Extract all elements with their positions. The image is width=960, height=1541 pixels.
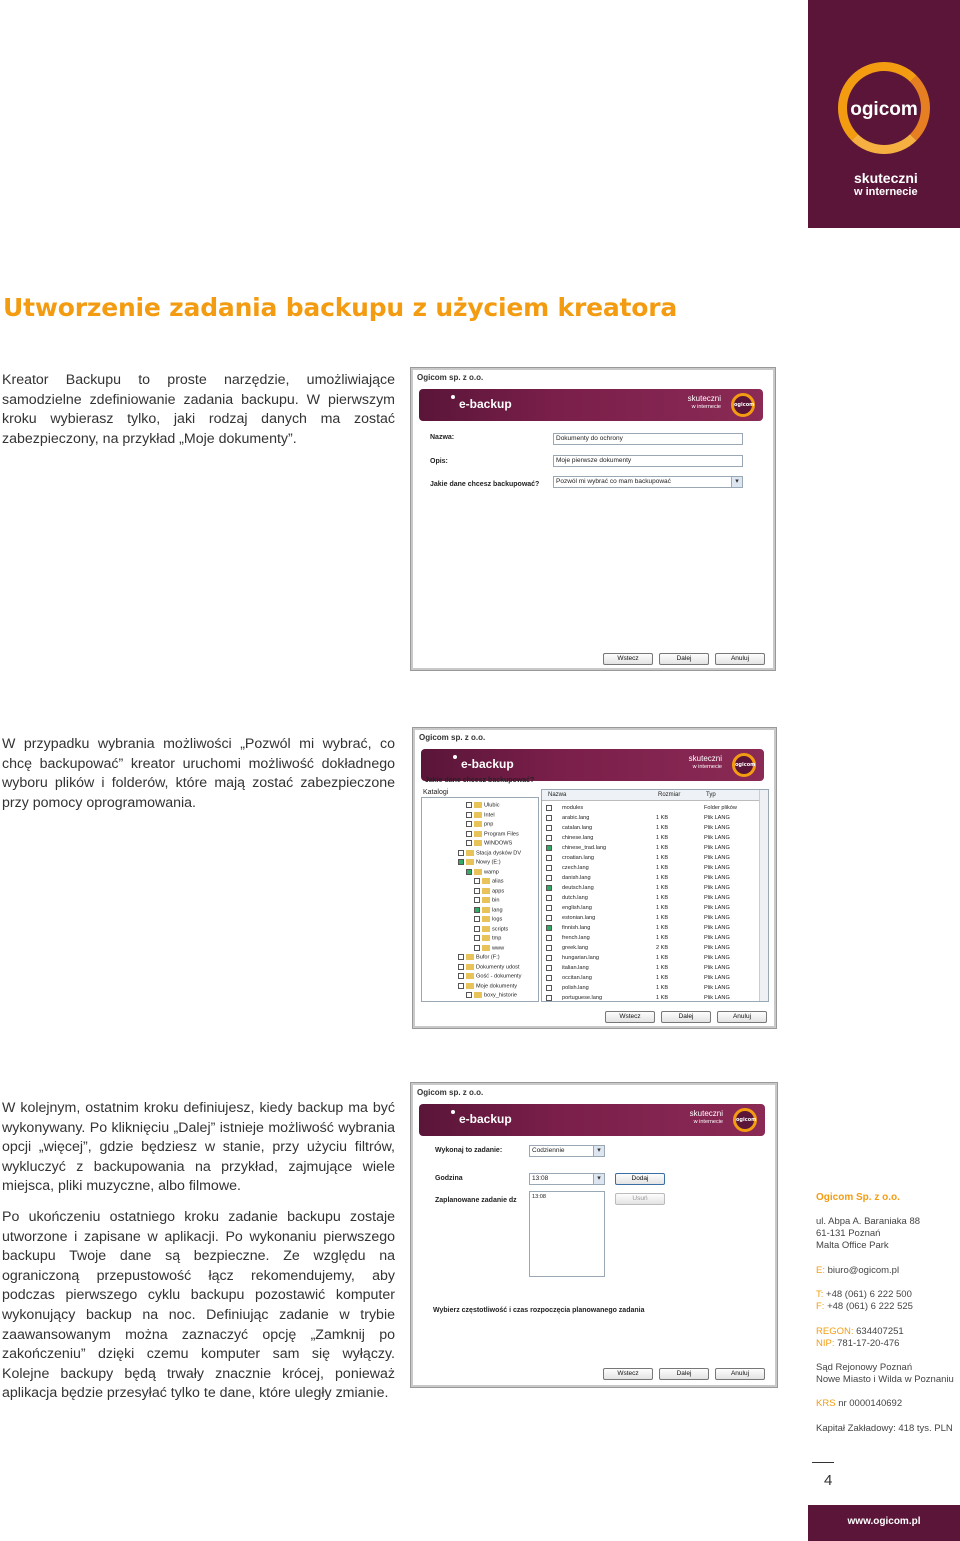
paragraph-schedule: W kolejnym, ostatnim kroku definiujesz, kiedy backup ma być wykonywany. Po kliknięciu „Dalej” istnieje możliwość wybrania opcji „więcej”, gdzie będziesz w stanie, przy użyciu filtrów, wykluczyć z backupowania na przykład, zajmujące wiele miejsca, pliki muzyczne, albo filmowe. <box>2 1100 395 1195</box>
banner-logo-text: ogicom <box>736 1117 757 1123</box>
column-size[interactable]: Rozmiar <box>658 792 681 798</box>
what-data-select[interactable]: Pozwól mi wybrać co mam backupować ▾ <box>553 476 743 488</box>
file-name: italian.lang <box>562 965 589 971</box>
file-checkbox[interactable] <box>546 945 552 951</box>
file-name: estonian.lang <box>562 915 596 921</box>
nip-value: 781-17-20-476 <box>837 1338 900 1350</box>
tree-item[interactable] <box>466 869 499 875</box>
file-size: 2 KB <box>656 945 669 951</box>
file-checkbox[interactable] <box>546 955 552 961</box>
product-title: e-backup <box>459 1112 512 1126</box>
tree-item-label: Program Files <box>484 830 519 837</box>
file-size: 1 KB <box>656 975 669 981</box>
page-number-rule <box>812 1462 834 1463</box>
tree-item[interactable] <box>474 888 504 894</box>
time-label: Godzina <box>435 1175 463 1182</box>
file-type: Plik LANG <box>704 865 730 871</box>
tree-checkbox[interactable] <box>474 907 480 913</box>
tree-item-label: tmp <box>492 935 502 942</box>
folder-icon <box>474 992 482 998</box>
regon-label: REGON: <box>816 1326 854 1337</box>
email-value[interactable]: biuro@ogicom.pl <box>827 1265 900 1276</box>
contact-capital: Kapitał Zakładowy: 418 tys. PLN <box>816 1423 953 1434</box>
file-name: arabic.lang <box>562 815 590 821</box>
file-checkbox[interactable] <box>546 845 552 851</box>
file-type: Plik LANG <box>704 895 730 901</box>
file-size: 1 KB <box>656 915 669 921</box>
file-type: Plik LANG <box>704 955 730 961</box>
tree-item[interactable] <box>474 878 504 884</box>
file-row[interactable] <box>544 873 756 883</box>
logo-tagline-1: skuteczni <box>854 170 918 186</box>
banner-logo-icon <box>732 753 756 777</box>
page-heading: Utworzenie zadania backupu z użyciem kreatora <box>3 293 678 322</box>
screenshot-step-1 <box>411 368 775 670</box>
back-button[interactable]: Wstecz <box>603 1368 653 1380</box>
tree-item-label: Stacja dysków DV <box>476 849 522 856</box>
column-name[interactable]: Nazwa <box>548 792 567 798</box>
file-type: Plik LANG <box>704 815 730 821</box>
file-checkbox[interactable] <box>546 925 552 931</box>
logo-tagline-2: w internecie <box>854 186 918 198</box>
footer-url[interactable]: www.ogicom.pl <box>847 1516 921 1527</box>
banner-dot-icon <box>451 395 455 399</box>
file-size: 1 KB <box>656 885 669 891</box>
screenshot-step-2 <box>413 728 776 1028</box>
tree-item-label: WINDOWS <box>484 840 513 847</box>
tree-checkbox[interactable] <box>466 869 472 875</box>
file-list-header <box>542 790 768 801</box>
tree-item-label: Moje dokumenty <box>476 982 518 989</box>
tree-checkbox[interactable] <box>474 878 480 884</box>
file-type: Plik LANG <box>704 835 730 841</box>
paragraph-select-files: W przypadku wybrania możliwości „Pozwól mi wybrać, co chcę backupować” kreator uruchomi możliwość dokładnego wyboru plików i folderów, które mają zostać zabezpieczone przy pomocy oprogramowania. <box>2 736 395 811</box>
tree-checkbox[interactable] <box>458 859 464 865</box>
next-button[interactable]: Dalej <box>661 1011 711 1023</box>
folder-icon <box>482 945 490 951</box>
tree-item-label: Bufor (F:) <box>476 954 500 961</box>
tree-item[interactable] <box>474 897 499 903</box>
fax-value: +48 (061) 6 222 525 <box>827 1301 913 1313</box>
banner-logo-text: ogicom <box>735 762 756 768</box>
what-data-label: Jakie dane chcesz backupować? <box>430 481 540 488</box>
tree-item-label: Intel <box>484 811 495 818</box>
tree-item[interactable] <box>466 821 493 827</box>
tree-item[interactable] <box>466 802 500 808</box>
window-title: Ogicom sp. z o.o. <box>417 373 484 382</box>
paragraph-finish: Po ukończeniu ostatniego kroku zadanie backupu zostaje utworzone i zapisane w aplikacji. Po wykonaniu pierwszego backupu Twoje dane są bezpieczne. Ze względu na ograniczoną przepustowość łącz rekomendujemy, aby podczas pierwszego cyklu backupu pozostawić komputer wykonujący backup na noc. Definiując zadanie w trybie zaawansowanym można zaznaczyć opcję „Zamknij po zakończeniu” dzięki czemu komputer sam się wyłączy. Kolejne backupy będą trwały znacznie krócej, ponieważ aplikacja będzie przesyłać tylko te dane, które uległy zmianie. <box>2 1209 395 1402</box>
tree-item[interactable] <box>458 859 501 865</box>
file-size: 1 KB <box>656 985 669 991</box>
back-button[interactable]: Wstecz <box>603 653 653 665</box>
file-row[interactable] <box>544 933 756 943</box>
fax-label: F: <box>816 1301 825 1313</box>
banner-logo-icon <box>731 393 755 417</box>
cancel-button[interactable]: Anuluj <box>715 653 765 665</box>
file-checkbox[interactable] <box>546 935 552 941</box>
tree-checkbox[interactable] <box>474 935 480 941</box>
court-line-1: Sąd Rejonowy Poznań <box>816 1362 913 1373</box>
krs-label: KRS <box>816 1398 836 1409</box>
folder-icon <box>482 935 490 941</box>
folder-icon <box>474 869 482 875</box>
nip-label: NIP: <box>816 1338 835 1350</box>
tree-item[interactable] <box>474 907 503 913</box>
screenshot-step-3 <box>411 1083 777 1387</box>
tree-checkbox[interactable] <box>474 897 480 903</box>
file-name: occitan.lang <box>562 975 592 981</box>
file-name: french.lang <box>562 935 590 941</box>
next-button[interactable]: Dalej <box>659 1368 709 1380</box>
tree-item-label: logs <box>492 916 503 923</box>
contact-email <box>816 1265 899 1277</box>
file-row[interactable] <box>544 803 756 813</box>
file-checkbox[interactable] <box>546 835 552 841</box>
file-checkbox[interactable] <box>546 905 552 911</box>
contact-court <box>816 1362 954 1386</box>
file-type: Folder plików <box>704 805 737 811</box>
contact-krs <box>816 1398 902 1410</box>
file-type: Plik LANG <box>704 965 730 971</box>
folder-icon <box>482 878 490 884</box>
file-checkbox[interactable] <box>546 895 552 901</box>
address-line-2: 61-131 Poznań <box>816 1228 881 1240</box>
tree-checkbox[interactable] <box>474 945 480 951</box>
tree-item-label: Ulubic <box>484 802 500 809</box>
contact-company: Ogicom Sp. z o.o. <box>816 1192 900 1203</box>
frequency-select[interactable]: Codziennie ▾ <box>529 1145 605 1157</box>
file-checkbox[interactable] <box>546 965 552 971</box>
file-checkbox[interactable] <box>546 815 552 821</box>
tree-item-label: alias <box>492 878 504 885</box>
tree-item[interactable] <box>458 983 517 989</box>
file-checkbox[interactable] <box>546 885 552 891</box>
cancel-button[interactable]: Anuluj <box>717 1011 767 1023</box>
logo-wordmark: ogicom <box>850 99 918 120</box>
folder-icon <box>474 840 482 846</box>
tree-item-label: www <box>492 944 505 951</box>
file-checkbox[interactable] <box>546 985 552 991</box>
file-row[interactable] <box>544 863 756 873</box>
description-label: Opis: <box>430 458 448 465</box>
file-name: chinese_trad.lang <box>562 845 607 851</box>
address-line-1: ul. Abpa A. Baraniaka 88 <box>816 1216 921 1227</box>
ogicom-logo-block <box>808 0 960 228</box>
folder-icon <box>474 812 482 818</box>
catalogs-label: Katalogi <box>423 789 449 796</box>
file-size: 1 KB <box>656 845 669 851</box>
tree-checkbox[interactable] <box>466 840 472 846</box>
banner-dot-icon <box>453 755 457 759</box>
file-row[interactable] <box>544 893 756 903</box>
file-row[interactable] <box>544 993 756 1002</box>
description-field[interactable]: Moje pierwsze dokumenty <box>553 455 743 467</box>
tree-item-label: wamp <box>484 868 499 875</box>
file-type: Plik LANG <box>704 915 730 921</box>
tree-item[interactable] <box>458 954 500 960</box>
banner-tagline-1: skuteczni <box>687 394 721 403</box>
tree-checkbox[interactable] <box>474 888 480 894</box>
file-checkbox[interactable] <box>546 855 552 861</box>
file-type: Plik LANG <box>704 995 730 1001</box>
file-size: 1 KB <box>656 935 669 941</box>
folder-icon <box>482 907 490 913</box>
file-type: Plik LANG <box>704 825 730 831</box>
file-type: Plik LANG <box>704 845 730 851</box>
file-size: 1 KB <box>656 895 669 901</box>
tree-item[interactable] <box>458 850 521 856</box>
tree-checkbox[interactable] <box>474 926 480 932</box>
file-type: Plik LANG <box>704 985 730 991</box>
tree-checkbox[interactable] <box>466 802 472 808</box>
window-title: Ogicom sp. z o.o. <box>417 1088 484 1097</box>
file-size: 1 KB <box>656 905 669 911</box>
tree-item-label: boxy_historie <box>484 992 517 999</box>
tree-checkbox[interactable] <box>474 916 480 922</box>
folder-tree[interactable] <box>421 797 539 1002</box>
file-checkbox[interactable] <box>546 805 552 811</box>
file-checkbox[interactable] <box>546 875 552 881</box>
file-size: 1 KB <box>656 875 669 881</box>
tree-item[interactable] <box>474 945 504 951</box>
file-name: dutch.lang <box>562 895 588 901</box>
file-name: croatian.lang <box>562 855 595 861</box>
file-row[interactable] <box>544 853 756 863</box>
file-row[interactable] <box>544 833 756 843</box>
banner-logo-icon <box>733 1108 757 1132</box>
file-name: portuguese.lang <box>562 995 603 1001</box>
frequency-hint-label: Wybierz częstotliwość i czas rozpoczęcia planowanego zadania <box>433 1307 645 1314</box>
tree-checkbox[interactable] <box>466 821 472 827</box>
file-type: Plik LANG <box>704 855 730 861</box>
file-row[interactable] <box>544 983 756 993</box>
folder-icon <box>482 926 490 932</box>
time-select[interactable]: 13:08 ▾ <box>529 1173 605 1185</box>
tree-checkbox[interactable] <box>466 831 472 837</box>
file-row[interactable] <box>544 973 756 983</box>
file-name: catalan.lang <box>562 825 593 831</box>
file-type: Plik LANG <box>704 875 730 881</box>
tree-checkbox[interactable] <box>458 964 464 970</box>
column-type[interactable]: Typ <box>706 792 716 798</box>
tree-item[interactable] <box>474 916 502 922</box>
planned-list[interactable] <box>529 1191 605 1277</box>
file-type: Plik LANG <box>704 975 730 981</box>
banner-tagline-1: skuteczni <box>689 1109 723 1118</box>
file-row[interactable] <box>544 963 756 973</box>
folder-icon <box>482 897 490 903</box>
tree-item[interactable] <box>466 840 512 846</box>
tel-value: +48 (061) 6 222 500 <box>826 1289 912 1300</box>
tree-item-label: apps <box>492 887 505 894</box>
next-button[interactable]: Dalej <box>659 653 709 665</box>
file-row[interactable] <box>544 823 756 833</box>
folder-icon <box>482 916 490 922</box>
file-size: 1 KB <box>656 965 669 971</box>
file-type: Plik LANG <box>704 935 730 941</box>
tree-checkbox[interactable] <box>458 983 464 989</box>
file-row[interactable] <box>544 923 756 933</box>
footer-bar <box>808 1505 960 1541</box>
file-name: danish.lang <box>562 875 591 881</box>
planned-item[interactable]: 13:08 <box>532 1194 546 1200</box>
tree-item[interactable] <box>474 935 501 941</box>
tree-item[interactable] <box>458 964 520 970</box>
file-name: english.lang <box>562 905 592 911</box>
name-label: Nazwa: <box>430 434 455 441</box>
cancel-button[interactable]: Anuluj <box>715 1368 765 1380</box>
back-button[interactable]: Wstecz <box>605 1011 655 1023</box>
file-type: Plik LANG <box>704 885 730 891</box>
tree-checkbox[interactable] <box>466 812 472 818</box>
banner-tagline-2: w internecie <box>693 1119 723 1125</box>
folder-icon <box>474 831 482 837</box>
court-line-2: Nowe Miasto i Wilda w Poznaniu <box>816 1374 954 1386</box>
paragraph-intro: Kreator Backupu to proste narzędzie, umożliwiające samodzielne zdefiniowanie zadania backupu. W pierwszym kroku wybierasz tylko, jaki rodzaj danych ma zostać zabezpieczony, na przykład „Moje dokumenty”. <box>2 372 395 447</box>
file-name: chinese.lang <box>562 835 594 841</box>
contact-phones <box>816 1289 913 1313</box>
folder-icon <box>466 973 474 979</box>
tree-checkbox[interactable] <box>458 973 464 979</box>
file-checkbox[interactable] <box>546 995 552 1001</box>
tree-checkbox[interactable] <box>458 850 464 856</box>
file-size: 1 KB <box>656 825 669 831</box>
file-checkbox[interactable] <box>546 865 552 871</box>
file-name: finnish.lang <box>562 925 591 931</box>
file-type: Plik LANG <box>704 945 730 951</box>
file-size: 1 KB <box>656 835 669 841</box>
file-row[interactable] <box>544 913 756 923</box>
file-type: Plik LANG <box>704 925 730 931</box>
product-title: e-backup <box>459 397 512 411</box>
tree-item-label: Dokumenty udost <box>476 963 520 970</box>
window-title: Ogicom sp. z o.o. <box>419 733 486 742</box>
tree-item-label: Gość - dokumenty <box>476 973 522 980</box>
name-field[interactable]: Dokumenty do ochrony <box>553 433 743 445</box>
folder-icon <box>474 821 482 827</box>
file-size: 1 KB <box>656 865 669 871</box>
file-size: 1 KB <box>656 925 669 931</box>
tree-item-label: lang <box>492 906 503 913</box>
tree-item[interactable] <box>466 812 495 818</box>
folder-icon <box>482 888 490 894</box>
tree-item[interactable] <box>474 926 508 932</box>
file-row[interactable] <box>544 843 756 853</box>
folder-icon <box>474 802 482 808</box>
file-checkbox[interactable] <box>546 975 552 981</box>
page-number: 4 <box>824 1472 833 1489</box>
banner-tagline-1: skuteczni <box>688 754 722 763</box>
file-list[interactable] <box>541 789 769 1002</box>
email-label: E: <box>816 1265 825 1276</box>
tree-checkbox[interactable] <box>458 954 464 960</box>
file-type: Plik LANG <box>704 905 730 911</box>
tree-item-label: scripts <box>492 925 509 932</box>
folder-icon <box>466 859 474 865</box>
file-name: deutsch.lang <box>562 885 594 891</box>
file-name: polish.lang <box>562 985 589 991</box>
app-banner <box>419 1104 765 1136</box>
product-title: e-backup <box>461 757 514 771</box>
folder-icon <box>466 954 474 960</box>
file-name: modules <box>562 805 584 811</box>
tree-item[interactable] <box>458 973 521 979</box>
file-row[interactable] <box>544 883 756 893</box>
file-name: czech.lang <box>562 865 589 871</box>
file-list-scrollbar[interactable] <box>759 790 768 1001</box>
banner-tagline-2: w internecie <box>691 404 721 410</box>
file-row[interactable] <box>544 943 756 953</box>
tree-item[interactable] <box>466 831 519 837</box>
banner-logo-text: ogicom <box>734 402 755 408</box>
task-label: Wykonaj to zadanie: <box>435 1147 503 1154</box>
tree-checkbox[interactable] <box>466 992 472 998</box>
file-checkbox[interactable] <box>546 825 552 831</box>
file-size: 1 KB <box>656 855 669 861</box>
tree-item-label: pnp <box>484 821 494 828</box>
what-data-label: Jakie dane chcesz backupować? <box>425 777 535 784</box>
address-line-3: Malta Office Park <box>816 1240 889 1252</box>
file-name: greek.lang <box>562 945 589 951</box>
remove-button[interactable]: Usuń <box>615 1193 665 1205</box>
banner-dot-icon <box>451 1110 455 1114</box>
tree-item-label: Nowy (E:) <box>476 859 501 866</box>
file-checkbox[interactable] <box>546 915 552 921</box>
banner-tagline-2: w internecie <box>692 764 722 770</box>
planned-label: Zaplanowane zadanie dz <box>435 1197 517 1204</box>
tree-item[interactable] <box>466 992 517 998</box>
folder-icon <box>466 983 474 989</box>
contact-address <box>816 1216 920 1253</box>
file-row[interactable] <box>544 953 756 963</box>
file-size: 1 KB <box>656 955 669 961</box>
regon-value: 634407251 <box>856 1326 904 1337</box>
add-button[interactable]: Dodaj <box>615 1173 665 1185</box>
folder-icon <box>466 850 474 856</box>
folder-icon <box>466 964 474 970</box>
contact-registry <box>816 1326 904 1350</box>
tree-item-label: bin <box>492 897 500 904</box>
file-name: hungarian.lang <box>562 955 600 961</box>
file-size: 1 KB <box>656 815 669 821</box>
file-size: 1 KB <box>656 995 669 1001</box>
tel-label: T: <box>816 1289 824 1300</box>
file-row[interactable] <box>544 813 756 823</box>
krs-value: nr 0000140692 <box>838 1398 903 1409</box>
file-row[interactable] <box>544 903 756 913</box>
app-banner <box>419 389 763 421</box>
